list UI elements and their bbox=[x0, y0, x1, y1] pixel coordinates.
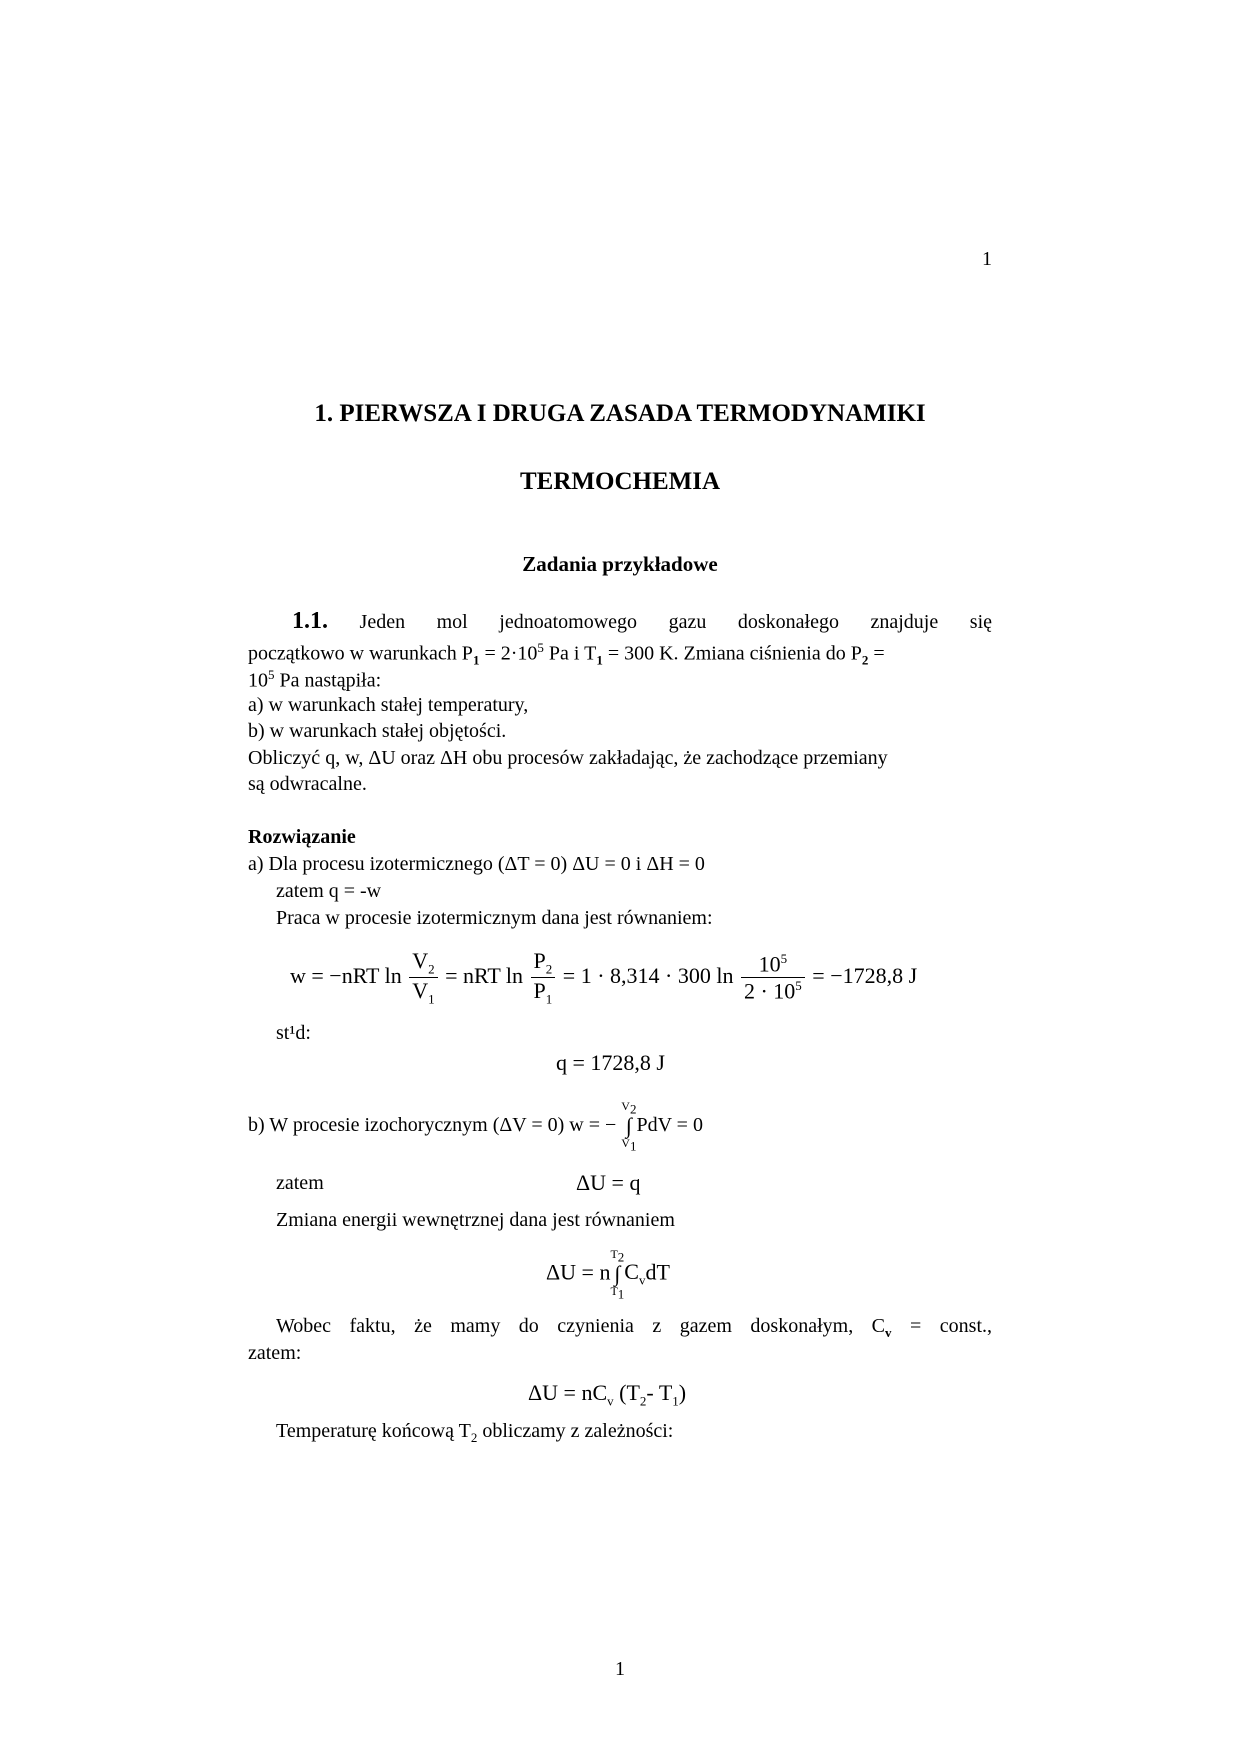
text: obliczamy z zależności: bbox=[477, 1420, 674, 1442]
q-result: q = 1728,8 J bbox=[556, 1050, 665, 1075]
solution-b-line bbox=[248, 1100, 703, 1153]
eq-result: = −1728,8 J bbox=[812, 962, 918, 988]
text: Wobec faktu, że mamy do czynienia z gazem doskonałym, C bbox=[276, 1315, 886, 1337]
integral-cv: $T_2$ ∫ $T_1$ bbox=[610, 1247, 625, 1302]
section-heading: Zadania przykładowe bbox=[522, 552, 718, 576]
problem-text-1: Jeden mol jednoatomowego gazu doskonałego znajduje się bbox=[359, 611, 993, 633]
solution-heading: Rozwiązanie bbox=[248, 826, 356, 848]
text: PdV = 0 bbox=[636, 1113, 703, 1136]
text: ΔU = n bbox=[546, 1259, 611, 1285]
problem-line-1 bbox=[248, 608, 992, 635]
text: Pa i T bbox=[543, 642, 597, 665]
eq-calc: = 1 · 8,314 · 300 ln bbox=[562, 962, 734, 988]
problem-item-b: b) w warunkach stałej objętości. bbox=[248, 720, 507, 742]
b-then-label: zatem bbox=[276, 1172, 324, 1194]
chapter-subtitle: TERMOCHEMIA bbox=[520, 468, 720, 495]
ideal-gas-line-1: Wobec faktu, że mamy do czynienia z gazem doskonałym, $C_v$ = const., bbox=[276, 1315, 992, 1340]
text: (T bbox=[613, 1380, 640, 1405]
problem-item-a: a) w warunkach stałej temperatury, bbox=[248, 694, 529, 716]
hence-label: st¹d: bbox=[276, 1022, 311, 1044]
equation-work bbox=[290, 948, 917, 1008]
eq-lhs: w = −nRT ln bbox=[290, 962, 402, 988]
ideal-gas-line-2: zatem: bbox=[248, 1342, 302, 1364]
task-line-1: Obliczyć q, w, ΔU oraz ΔH obu procesów zakładając, że zachodzące przemiany bbox=[248, 747, 888, 769]
solution-a-line: a) Dla procesu izotermicznego (ΔT = 0) ΔU = 0 i ΔH = 0 bbox=[248, 853, 705, 875]
du-formula: $\Delta U = nC_v$ ($T_2-$ $T_1$) bbox=[528, 1380, 687, 1409]
chapter-title: 1. PIERWSZA I DRUGA ZASADA TERMODYNAMIKI bbox=[314, 400, 926, 427]
solution-a-work: Praca w procesie izotermicznym dana jest równaniem: bbox=[276, 907, 713, 929]
text: = 300 K. Zmiana ciśnienia do P bbox=[602, 642, 862, 665]
text: Pa nastąpiła: bbox=[274, 669, 382, 692]
page-number-top: 1 bbox=[982, 248, 992, 270]
problem-number: 1.1. bbox=[292, 608, 328, 634]
du-integral: $\Delta U = nT_2$ ∫ $T_1C_vdT$ bbox=[546, 1247, 670, 1302]
problem-line-3: $10^5$ Pa nastąpiła: bbox=[248, 667, 382, 692]
text: = const., bbox=[891, 1315, 992, 1337]
fraction-v: $\frac{V_2}{V_1}$ bbox=[409, 948, 437, 1008]
text: początkowo w warunkach P bbox=[248, 642, 473, 665]
b-du-q: ΔU = q bbox=[576, 1170, 641, 1195]
text: b) W procesie izochorycznym (ΔV = 0) w = − bbox=[248, 1113, 617, 1136]
final-temp-line: Temperaturę końcową $T_2$ obliczamy z zależności: bbox=[276, 1420, 674, 1445]
problem-line-2: początkowo w warunkach $P_1 = 2\cdot 10^5$ Pa i $T_1 = 300$ K. Zmiana ciśnienia do $P_2$ = bbox=[248, 640, 885, 668]
internal-energy-line: Zmiana energii wewnętrznej dana jest równaniem bbox=[276, 1209, 675, 1231]
fraction-numbers: $\frac{10^5}{2 \cdot 10^5}$ bbox=[741, 951, 805, 1005]
text: dT bbox=[645, 1259, 670, 1285]
text: = bbox=[868, 642, 885, 665]
page-number-bottom: 1 bbox=[615, 1658, 625, 1680]
task-line-2: są odwracalne. bbox=[248, 773, 367, 795]
fraction-p: $\frac{P_2}{P_1}$ bbox=[531, 948, 556, 1008]
text: Temperaturę końcową T bbox=[276, 1420, 471, 1442]
text: = 2·10 bbox=[479, 642, 538, 665]
text: - T bbox=[646, 1380, 673, 1405]
eq-mid: = nRT ln bbox=[445, 962, 524, 988]
solution-a-then: zatem q = -w bbox=[276, 880, 382, 902]
text: ) bbox=[678, 1380, 687, 1405]
text: ΔU = nC bbox=[528, 1380, 608, 1405]
integral-pdv: $V_2$ ∫ $V_1$ bbox=[621, 1099, 637, 1154]
